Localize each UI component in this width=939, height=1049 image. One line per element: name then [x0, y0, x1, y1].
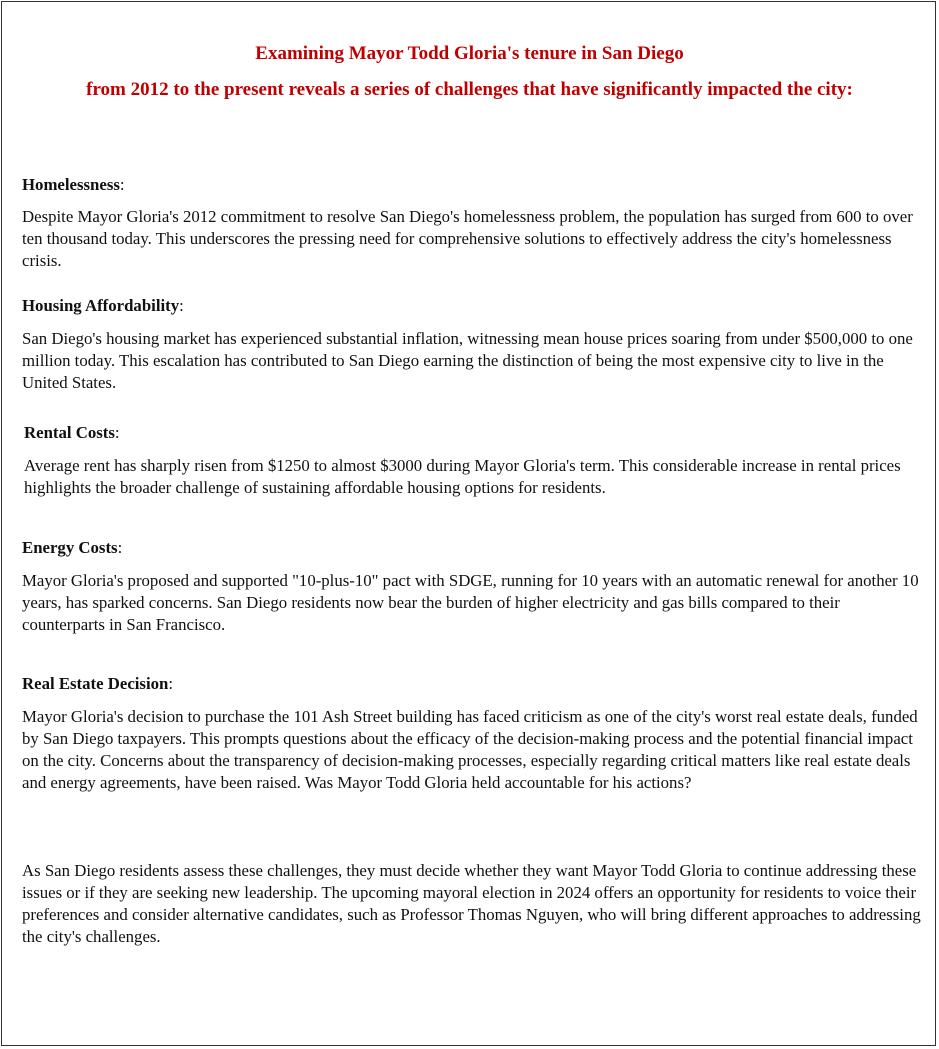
section-energy-costs: Energy Costs: Mayor Gloria's proposed and supported "10-plus-10" pact with SDGE, running for 10 years with an automatic renewal for another 10 years, has sparked concerns. San Diego residents now bear the burden of higher electricity and gas bills compared to their counterparts in San Francisco.: [22, 537, 925, 636]
section-text: Mayor Gloria's proposed and supported "10-plus-10" pact with SDGE, running for 10 years with an automatic renewal for another 10 years, has sparked concerns. San Diego residents now bear the burden of higher electricity and gas bills compared to their counterparts in San Francisco.: [22, 571, 919, 634]
section-text: Mayor Gloria's decision to purchase the 101 Ash Street building has faced criticism as one of the city's worst real estate deals, funded by San Diego taxpayers. This prompts questions about the efficacy of the decision-making process and the potential financial impact on the city. Concerns about the transparency of decision-making processes, especially regarding critical matters like real estate deals and energy agreements, have been raised. Was Mayor Todd Gloria held accountable for his actions?: [22, 707, 918, 792]
section-text: Average rent has sharply risen from $1250 to almost $3000 during Mayor Gloria's term. This considerable increase in rental prices highlights the broader challenge of sustaining affordable housing options for residents.: [24, 456, 901, 497]
section-housing-affordability: Housing Affordability: San Diego's housing market has experienced substantial inflation, witnessing mean house prices soaring from under $500,000 to one million today. This escalation has contributed to San Diego earning the distinction of being the most expensive city to live in the United States.: [22, 295, 925, 394]
section-rental-costs: Rental Costs: Average rent has sharply risen from $1250 to almost $3000 during Mayor Gloria's term. This considerable increase in rental prices highlights the broader challenge of sustaining affordable housing options for residents.: [24, 422, 927, 499]
section-text: San Diego's housing market has experienced substantial inflation, witnessing mean house prices soaring from under $500,000 to one million today. This escalation has contributed to San Diego earning the distinction of being the most expensive city to live in the United States.: [22, 329, 913, 392]
section-text: Despite Mayor Gloria's 2012 commitment to resolve San Diego's homelessness problem, the population has surged from 600 to over ten thousand today. This underscores the pressing need for comprehensive solutions to effectively address the city's homelessness crisis.: [22, 207, 913, 270]
section-heading: Housing Affordability: [22, 296, 180, 315]
section-heading: Rental Costs: [24, 423, 115, 442]
title-line-1: Examining Mayor Todd Gloria's tenure in San Diego: [255, 43, 684, 64]
section-real-estate-decision: Real Estate Decision: Mayor Gloria's decision to purchase the 101 Ash Street building has faced criticism as one of the city's worst real estate deals, funded by San Diego taxpayers. This prompts questions about the efficacy of the decision-making process and the potential financial impact on the city. Concerns about the transparency of decision-making processes, especially regarding critical matters like real estate deals and energy agreements, have been raised. Was Mayor Todd Gloria held accountable for his actions?: [22, 673, 925, 794]
closing-paragraph: As San Diego residents assess these challenges, they must decide whether they want Mayor Todd Gloria to continue addressing these issues or if they are seeking new leadership. The upcoming mayoral election in 2024 offers an opportunity for residents to voice their preferences and consider alternative candidates, such as Professor Thomas Nguyen, who will bring different approaches to addressing the city's challenges.: [22, 861, 921, 946]
section-heading: Energy Costs: [22, 538, 118, 557]
document-frame: [1, 1, 936, 1046]
section-heading: Homelessness: [22, 175, 120, 194]
section-heading: Real Estate Decision: [22, 674, 169, 693]
title-line-2: from 2012 to the present reveals a series of challenges that have significantly impacted the city:: [86, 79, 853, 100]
section-homelessness: Homelessness: Despite Mayor Gloria's 2012 commitment to resolve San Diego's homelessness problem, the population has surged from 600 to over ten thousand today. This underscores the pressing need for comprehensive solutions to effectively address the city's homelessness crisis.: [22, 174, 925, 272]
